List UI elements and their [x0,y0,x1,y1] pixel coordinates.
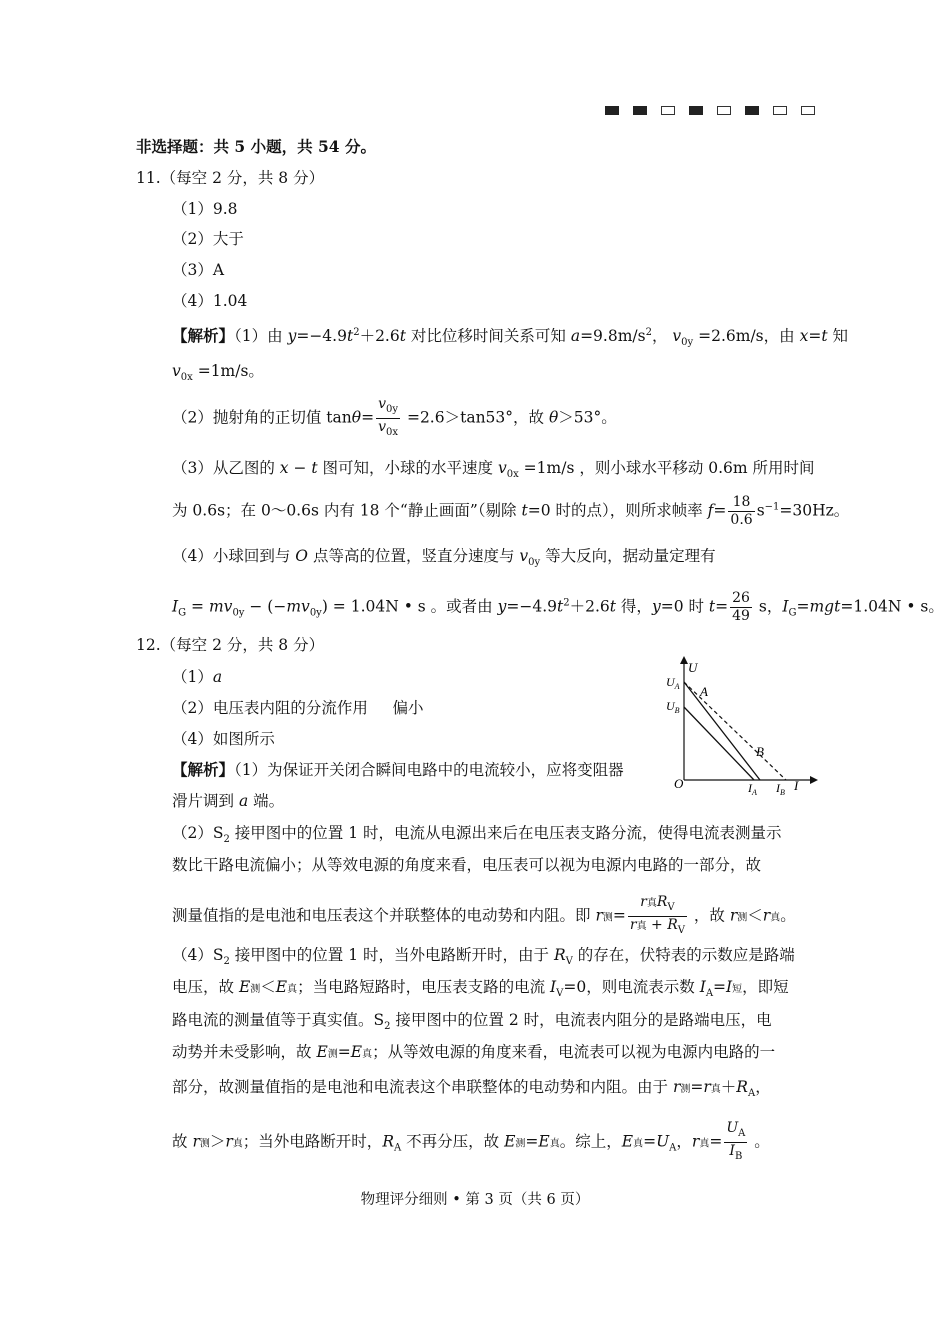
header-square [689,106,703,115]
fraction: $\frac{r真R_V}{r真 + R_V}$ [629,894,685,936]
q12-analysis-2-line1: $(2)S_2$ 接甲图中的位置 1 时，电流从电源出来后在电压表支路分流，使得电流表测量示 [172,824,782,845]
q12-analysis-4-line2: 电压，故 E测＜E真；当电路短路时，电压表支路的电流 $I_V=0$，则电流表示数 $I_A=I$短，即短 [172,978,789,999]
fraction: $\frac{U_A}{I_B}$ [726,1120,746,1162]
q11-analysis-1-cont: $v_{0x} =1m/s$。 [172,362,264,383]
ia-label: $I_A$ [748,781,757,797]
q12-answer-2: （2）电压表内阻的分流作用 偏小 [172,699,424,717]
header-square [605,106,619,115]
section-title: 非选择题：共 5 小题，共 54 分。 [136,137,376,156]
q12-analysis-1-cont: 滑片调到 a 端。 [172,792,285,810]
q12-header: 12.（每空 2 分，共 8 分） [136,636,325,654]
header-square [633,106,647,115]
q11-answer-4: （4）1.04 [172,292,248,310]
q12-answer-4: （4）如图所示 [172,730,275,748]
y-axis-arrow-icon [680,656,688,664]
q11-analysis-4-cont: $I_G = mv_{0y} - (-mv_{0y}) = 1.04N$ • s 。或者由 $y=-4.9t^2+2.6t$ 得，y=0 时 t= $\frac{26}{49}$ s，$I_G=mgt=1.04N$ • s。 [172,590,944,624]
measured-line-a [684,682,760,780]
ui-graph [660,652,820,802]
q11-analysis-3: （3）从乙图的 x − t 图可知，小球的水平速度 $v_{0x} =1m/s$ ，则小球水平移动 0.6m 所用时间 [172,459,815,480]
x-axis-arrow-icon [810,776,818,784]
header-square [661,106,675,115]
q12-analysis-2-line2: 数比干路电流偏小；从等效电源的角度来看，电压表可以视为电源内电路的一部分，故 [172,856,762,874]
q12-analysis-1: 【解析】（1）为保证开关闭合瞬间电路中的电流较小，应将变阻器 [172,760,624,779]
q11-answer-3: （3）A [172,261,225,279]
q12-analysis-4-line5: 部分，故测量值指的是电池和电流表这个串联整体的电动势和内阻。由于 r测=r真$+R_A$， [172,1078,771,1099]
q12-answer-1: （1）a [172,668,223,686]
header-square [745,106,759,115]
q11-answer-2: （2）大于 [172,230,244,248]
page-footer: 物理评分细则 • 第 3 页（共 6 页） [360,1192,590,1208]
q11-analysis-1: 【解析】（1）由 $y=-4.9t^2+2.6t$ 对比位移时间关系可知 $a=9.8m/s^2$， $v_{0y} =2.6m/s$，由 x=t 知 [172,326,848,348]
measured-line-b [684,707,754,780]
q11-analysis-2: （2）抛射角的正切值 tanθ= $\frac{v_{0y}}{v_{0x}}$ =2.6＞tan53°，故 θ＞53°。 [172,396,617,441]
q11-answer-1: （1）9.8 [172,200,238,218]
q12-analysis-4-line4: 动势并未受影响，故 E测=E真；从等效电源的角度来看，电流表可以视为电源内电路的一 [172,1043,776,1061]
point-b-label: B [756,744,764,759]
origin-label: O [674,776,684,791]
fraction: $\frac{18}{0.6}$ [730,494,753,528]
header-square [801,106,815,115]
ua-label: $U_A$ [666,675,680,691]
q12-analysis-4-line3: 路电流的测量值等于真实值。$S_2$ 接甲图中的位置 2 时，电流表内阻分的是路端电压，电 [172,1011,772,1032]
fraction: $\frac{v_{0y}}{v_{0x}}$ [378,396,399,438]
q11-analysis-4: （4）小球回到与 O 点等高的位置，竖直分速度与 $v_{0y}$ 等大反向，据动量定理有 [172,547,716,568]
fraction: $\frac{26}{49}$ [732,590,750,624]
header-square [773,106,787,115]
ub-label: $U_B$ [666,699,680,715]
q12-analysis-2-line3: 测量值指的是电池和电压表这个并联整体的电动势和内阻。即 r测= $\frac{r真R_V}{r真 + R_V}$ ，故 r测＜r真。 [172,894,796,939]
q11-analysis-3-cont: 为 0.6s；在 0～0.6s 内有 18 个“静止画面”（剔除 t=0 时的点），则所求帧率 f= $\frac{18}{0.6}$ $s^{-1}=30Hz$。 [172,494,850,528]
q11-header: 11.（每空 2 分，共 8 分） [136,169,325,187]
ib-label: $I_B$ [776,781,785,797]
axis-u-label: U [688,660,698,675]
q12-analysis-4-line1: $(4)S_2$ 接甲图中的位置 1 时，当外电路断开时，由于 $R_V$ 的存在，伏特表的示数应是路端 [172,946,795,967]
q12-analysis-4-line6: 故 r测＞r真；当外电路断开时，$R_A$ 不再分压，故 E测=E真。综上，E真$=U_A$，r真= $\frac{U_A}{I_B}$ 。 [172,1120,770,1165]
header-square [717,106,731,115]
axis-i-label: I [794,778,799,793]
point-a-label: A [700,684,708,699]
